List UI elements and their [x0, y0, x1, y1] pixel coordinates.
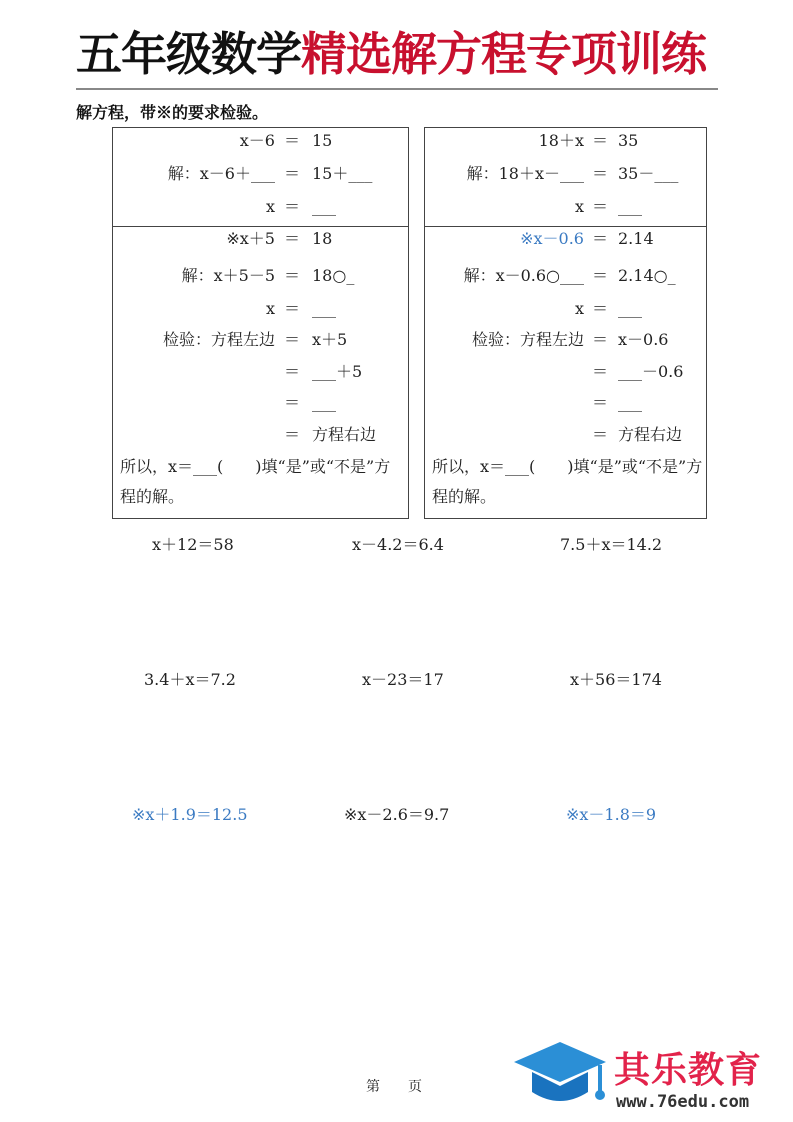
row-lhs: 解：x－6＋___ [167, 164, 275, 183]
box-b-divider [425, 226, 706, 227]
problem: 3.4＋x＝7.2 [144, 670, 236, 689]
row-eq: ＝ [591, 299, 608, 318]
graduation-cap-icon [512, 1040, 608, 1120]
row-eq: ＝ [283, 393, 300, 412]
problem: ※x－2.6＝9.7 [344, 805, 450, 824]
problem: x－4.2＝6.4 [352, 535, 444, 554]
row-lhs: 检验：方程左边 [471, 330, 584, 349]
row-rhs: ___ [312, 393, 336, 412]
row-rhs: 方程右边 [312, 425, 377, 444]
box-b-conclusion: 所以，x＝___( )填“是”或“不是”方程的解。 [432, 457, 703, 506]
row-eq: ＝ [283, 299, 300, 318]
logo-name: 其乐教育 [614, 1050, 763, 1091]
row-eq: ＝ [591, 131, 608, 150]
row-rhs: ___ [618, 197, 642, 216]
page-title [76, 26, 706, 82]
row-eq: ＝ [283, 131, 300, 150]
row-rhs: 2.14○_ [618, 266, 676, 285]
row-eq: ＝ [591, 266, 608, 285]
problem: x＋12＝58 [152, 535, 234, 554]
row-rhs: 35 [618, 131, 639, 150]
row-eq: ＝ [591, 197, 608, 216]
row-lhs: x [265, 197, 275, 216]
row-lhs: ※x＋5 [226, 229, 275, 248]
row-rhs: ___＋5 [312, 362, 363, 381]
row-lhs: 解：x＋5－5 [181, 266, 275, 285]
page-number-label: 第 页 [366, 1079, 422, 1095]
row-rhs: 18 [312, 229, 333, 248]
row-rhs: 15＋___ [312, 164, 373, 183]
row-rhs: x＋5 [312, 330, 348, 349]
title-black-part: 五年级数学 [76, 27, 301, 81]
logo-url: www.76edu.com [616, 1092, 750, 1112]
problem: ※x－1.8＝9 [566, 805, 657, 824]
row-lhs: 18＋x [538, 131, 584, 150]
row-eq: ＝ [591, 164, 608, 183]
row-lhs: 检验：方程左边 [162, 330, 275, 349]
row-eq: ＝ [283, 229, 300, 248]
row-rhs: ___－0.6 [618, 362, 684, 381]
row-lhs: ※x－0.6 [520, 229, 584, 248]
row-rhs: 2.14 [618, 229, 654, 248]
row-rhs: 方程右边 [618, 425, 683, 444]
row-eq: ＝ [591, 330, 608, 349]
row-eq: ＝ [283, 362, 300, 381]
row-eq: ＝ [283, 164, 300, 183]
row-lhs: x [574, 299, 584, 318]
problem: x－23＝17 [362, 670, 444, 689]
row-lhs: 解：x－0.6○___ [463, 266, 584, 285]
row-rhs: ___ [618, 393, 642, 412]
row-rhs: x－0.6 [618, 330, 669, 349]
title-rule [76, 88, 718, 90]
instruction: 解方程，带※的要求检验。 [76, 103, 269, 122]
row-lhs: x [574, 197, 584, 216]
row-eq: ＝ [283, 330, 300, 349]
row-eq: ＝ [591, 229, 608, 248]
title-red-part: 精选解方程专项训练 [301, 27, 706, 81]
row-eq: ＝ [591, 393, 608, 412]
row-eq: ＝ [283, 197, 300, 216]
row-lhs: x [265, 299, 275, 318]
row-eq: ＝ [283, 425, 300, 444]
box-a-conclusion: 所以，x＝___( )填“是”或“不是”方程的解。 [120, 457, 391, 506]
row-eq: ＝ [591, 425, 608, 444]
row-rhs: ___ [312, 197, 336, 216]
row-rhs: ___ [618, 299, 642, 318]
row-eq: ＝ [591, 362, 608, 381]
row-rhs: 35－___ [618, 164, 679, 183]
row-rhs: ___ [312, 299, 336, 318]
row-lhs: x－6 [239, 131, 275, 150]
problem: 7.5＋x＝14.2 [560, 535, 663, 554]
row-rhs: 15 [312, 131, 333, 150]
row-eq: ＝ [283, 266, 300, 285]
problem: ※x＋1.9＝12.5 [132, 805, 248, 824]
problem: x＋56＝174 [570, 670, 662, 689]
row-rhs: 18○_ [312, 266, 355, 285]
row-lhs: 解：18＋x－___ [466, 164, 584, 183]
box-a-divider [113, 226, 408, 227]
